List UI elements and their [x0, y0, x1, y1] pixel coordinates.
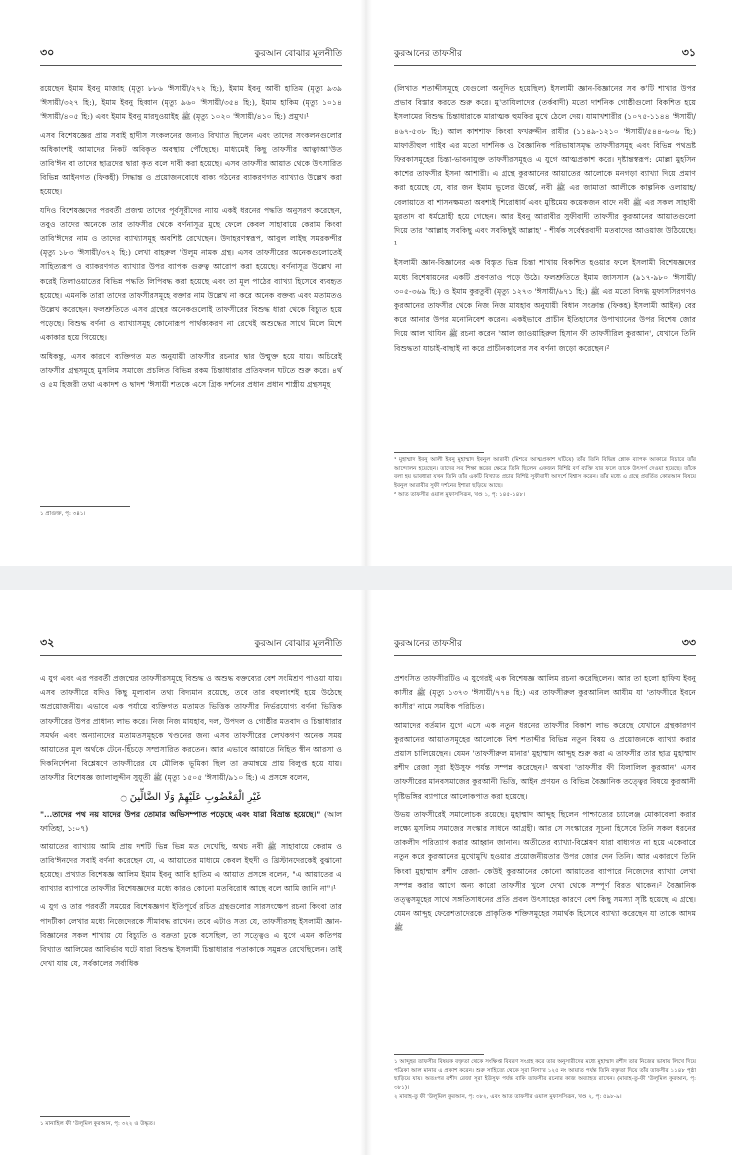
header-rule [40, 655, 342, 656]
page-header [394, 630, 696, 656]
footnote: ১ প্রাগুক্ত, পৃ: ৩৪১। [40, 511, 86, 517]
header-rule [394, 65, 696, 66]
footnote: ১ মানাহিল ফী 'উলূমিল কুরআন, পৃ: ৩২২ ও উদ্ধৃত। [40, 1121, 155, 1127]
verse-translation-text: "...তাদের পথ নয় যাদের উপর তোমার অভিসম্পাত পড়েছে এবং যারা বিভ্রান্ত হয়েছে।" [40, 809, 321, 819]
page-30 [0, 0, 366, 566]
paragraph: অধিকন্তু, এসব কারণে ব্যক্তিগত মত অনুযায়ী তাফসীর রচনার দ্বার উন্মুক্ত হয়ে যায়। অচিরেই তাফসীর গ্রন্থসমূহে মুসলিম সমাজে প্রচলিত বিভিন্ন রকম চিন্তাধারার প্রতিফলন ঘটতে শুরু করে। ৪র্থ ও ৫ম হিজরী তথা একাদশ ও দ্বাদশ 'ঈসায়ী শতকে এসে গ্রিক দর্শনের প্রধান প্রধান শাস্ত্রীয় গ্রন্থসমূহ [40, 351, 342, 390]
footnotes [40, 506, 342, 520]
page-number: ৩৩ [681, 636, 696, 649]
header-rule [40, 65, 342, 66]
page-header [40, 630, 342, 656]
arabic-verse: غَيْرِ الْمَغْضُوبِ عَلَيْهِمْ وَلَا الضَّالِّينَ ۝ [120, 791, 262, 803]
header-rule [394, 655, 696, 656]
footnote: ² আত তাফসীর ওয়াল মুফাসসিরূন, খণ্ড ১, পৃ: ১৪৫-১৪৮। [394, 492, 525, 499]
top-spread [0, 0, 732, 566]
footnote: ২ মাবাহ-তু ফী 'উলূমিল কুরআন, পৃ: ৩৮২, এবং আত তাফসীর ওয়াল মুফাসসিরূন, খণ্ড ২, পৃ: ৫৯৮-৯। [394, 1094, 622, 1101]
footnote: ১ আব্দুহর তাফসীর বিষয়ক বক্তৃতা থেকে সংক্ষিপ্ত বিবরণ সংগ্রহ করে তার অনুসারীদের মধ্যে মুহাম্মাদ রশীদ তার নিজের ভাষায় লিখে দিয়ে পত্রিকা আল মানার এ প্রকাশ করেন। শুরু সাহিত্যে থেকে সূরা নিসা'র ১২৫ নং আয়াত পর্যন্ত তিনি বক্তৃতা দিয়ে তাঁর তাফসীর ১১৪৮ পৃষ্ঠা ছাড়িয়ে যায়। অতঃপর রশীদ রেজা সূরা ইউসুফ পর্যন্ত বাকি তাফসীর রচনার কাজ অব্যাহত রাখেন। (মাবাহ-তু-ফী 'উলূমিল কুরআন, পৃ: ৩৮১)। [394, 1059, 696, 1091]
running-title: কুরআনের তাফসীর [394, 639, 462, 649]
paragraph: এ যুগ ও তার পরবর্তী সময়ের বিশেষজ্ঞগণ ইতিপূর্বে রচিত গ্রন্থগুলোর সারসংক্ষেপ রচনা কিংবা তার পাদটীকা লেখার মধ্যে নিজেদেরকে সীমাবদ্ধ রাখেন। তবে এটাও সত্য যে, তাফসীরসহ ইসলামী জ্ঞান-বিজ্ঞানের সকল শাখায় যে বিচ্যুতি ও বক্রতা ঢুকে বসেছিল, তা সত্ত্বেও এ যুগে এমন কতিপয় বিখ্যাত আলিমের আবির্ভাব ঘটে যারা বিশুদ্ধ ইসলামী চিন্তাধারার পতাকাকে সমুন্নত রেখেছিলেন। তাই দেখা যায় যে, সর্বকালের সর্বাধিক [40, 902, 342, 969]
verse-reference: (আল ফাতিহা, ১:০৭) [40, 809, 342, 833]
footnotes [394, 1054, 696, 1103]
running-title: কুরআন বোঝার মূলনীতি [254, 639, 342, 649]
paragraph: রয়েছেন ইমাম ইবনু মাজাহ (মৃত্যু ৮৮৬ 'ঈসায়ী/২৭২ হি:), ইমাম ইবনু আবী হাতিম (মৃত্যু ৯৩৯ 'ঈসায়ী/৩২৭ হি:), ইমাম ইবনু হিব্বান (মৃত্যু ৯৬০ 'ঈসায়ী/৩৫৪ হি:), ইমাম হাকিম (মৃত্যু ১০১৪ 'ঈসায়ী/৪০৫ হি:) এবং ইমাম ইবনু মারদুওয়াইহ ﷺ (মৃত্যু ১০২০ 'ঈসায়ী/৪১০ হি:) প্রমুখ।¹ [40, 84, 342, 122]
paragraph: উভয় তাফসীরেই সমালোচক রয়েছে। মুহাম্মাদ আব্দুহ ছিলেন পাশ্চাত্যের চ্যালেঞ্জ মোকাবেলা করার লক্ষ্যে মুসলিম সমাজের সংস্কার সাধনে আগ্রহী। আর সে সংস্কারের সূচনা হিসেবে তিনি সকল ধরনের তাকলীদ পরিত্যাগ করার আহ্বান জানান। অতীতের ব্যাখ্যা-বিশ্লেষণ যারা বাধ্যগত না হয়ে একেবারে নতুন করে কুরআনের মুখোমুখি হওয়ার প্রয়োজনীয়তার উপর জোর দেন তিনি। আর একারণে তিনি কিংবা মুহাম্মাদ রশীদ রেজা- কেউই কুরআনের কোনো আয়াতের ব্যাপারে নিজেদের ব্যাখ্যা লেখা সম্পন্ন করার আগে অন্য কারো তাফসীর খুলে দেখা থেকে সম্পূর্ণ বিরত থাকেন।² বৈজ্ঞানিক তত্ত্বসমূহের সাথে সঙ্গতিসাধনের প্রতি প্রবল উৎসাহের কারণে বেশ কিছু সমস্যা সৃষ্টি হয়েছে এ গ্রন্থে। যেমন আব্দুহ ফেরেশতাদেরকে প্রাকৃতিক শক্তিসমূহের সমার্থক হিসেবে ব্যাখ্যা করেছেন যা তাকে আদম ﷺ [394, 809, 696, 933]
page-number: ৩২ [40, 636, 55, 649]
footnote-rule [394, 1054, 484, 1055]
page-31 [366, 0, 732, 566]
page-32 [0, 590, 366, 1155]
paragraph: আয়াতের ব্যাখ্যায় আমি প্রায় দশটি ভিন্ন ভিন্ন মত দেখেছি, অথচ নবী ﷺ সাহাবায়ে কেরাম ও তাবি'ঈনদের সবাই বর্ণনা করেছেন যে, এ আয়াতের মাধ্যমে কেবল ইহুদী ও খ্রিস্টানদেরকেই বুঝানো হয়েছে। প্রখ্যাত বিশেষজ্ঞ আলিম ইমাম ইবনু আবি হাতিম এ আয়াত প্রসঙ্গে বলেন, "এ আয়াতের এ ব্যাখ্যার ব্যাপারে তাফসীর বিশেষজ্ঞদের মধ্যে কারও কোনো মতবিরোধ আছে বলে আমি জানি না"।¹ [40, 841, 342, 894]
footnote: ¹ মুহাম্মাদ ইবনু আলী ইবনু মুহাম্মাদ ইবনুল আরাবী (মিশরে আত্মপ্রকাশ ঘটিয়ে) তাঁর তিনি বিভিন্ন শ্লোক ব্যাপক আকারে বিচারে তাঁর আন্দোলন হয়েছেন। তাদের সব শিক্ষা স্তরের ক্ষেত্রে তিনি ছিলেন একজন বিশিষ্ট বর্ণ ব্যক্তি যার ফলে তাকে উৎসর্গ দেওয়া হয়েছে। তাঁকে বলা হয় ভাবধারা যখন তিনি তাঁর একটি বিখ্যাত প্রচার বিশিষ্ট সুফীবাদী আদর্শে বিশ্বাস করেন। তাঁর মধ্যে এ গ্রন্থে প্রবর্তিত কোরআন বিষয়ে ইবনুল আরাবীর সুফী দর্শনের ইশারা ছড়িয়ে আছে। [394, 457, 696, 489]
footnotes [40, 1116, 342, 1130]
verse-translation [40, 808, 342, 836]
page-header [40, 40, 342, 66]
running-title: কুরআনের তাফসীর [394, 49, 462, 59]
bottom-spread [0, 590, 732, 1155]
paragraph: (লিখাত শতাব্দীসমূহে যেগুলো অনূদিত হয়েছিল) ইসলামী জ্ঞান-বিজ্ঞানের সব ক'টি শাখার উপর প্রভাব বিস্তার করতে শুরু করে। মু'তাযিলাদের (তর্কবাদী) মতো দার্শনিক গোষ্ঠীগুলো বিকশিত হয়ে ইসলামের বিশুদ্ধ চিন্তাধারাকে মারাত্মক হুমকির মুখে ঠেলে দেয়। যামাখশারীর (১০৭৫-১১৪৪ 'ঈসায়ী/৪৬৭-৫৩৮ হি:) আল কাশশাফ কিংবা ফখরুদ্দীন রাযীর (১১৪৯-১২১০ 'ঈসায়ী/৫৪৪-৬০৬ হি:) মাফাতীহুল গাইব এর মতো দার্শনিক ও বৈজ্ঞানিক পরিভাষাসমৃদ্ধ তাফসীরসমূহ এবং বিভিন্ন পথভ্রষ্ট ফিরকাসমূহের চিন্তা-ভাবনাযুক্ত তাফসীরসমূহও এ যুগে আত্মপ্রকাশ করে। দৃষ্টান্তস্বরূপ: মোল্লা মুহসিন কাশের তাফসীর ইসনা আশারী। এ গ্রন্থে কুরআনের আয়াতের আলোকে মনগড়া ব্যাখ্যা দিয়ে প্রমাণ করা হয়েছে যে, বার জন ইমাম ভুলের ঊর্ধ্বে, নবী ﷺ এর জামাতা আলীকে কাল্পনিক ওলায়াহ/বেলায়াতে বা শাসনক্ষমতা অবশ্যই শিরোধার্য এবং মুষ্টিমেয় কয়েকজন বাদে নবী ﷺ এর সকল সাহাবী মুরতাদ বা ধর্মদ্রোহী হয়ে গেছেন। আর ইবনু আরাবীর সুফীবাদী তাফসীর কুরআনের আয়াতগুলো দিয়ে তার 'আল্লাহ সবকিছু এবং সবকিছুই আল্লাহ' - শীর্ষক সর্বেশ্বরবাদী মতবাদের আওয়াজ উঠিয়েছে।¹ [394, 84, 696, 250]
page-header [394, 40, 696, 66]
page-number: ৩১ [681, 46, 696, 59]
running-title: কুরআন বোঝার মূলনীতি [254, 49, 342, 59]
footnote-rule [40, 506, 130, 507]
paragraph: এসব বিশেষজ্ঞের প্রায় সবাই হাদীস সংকলনের জন্যও বিখ্যাত ছিলেন এবং তাদের সংকলনগুলোর অধিকাংশই আমাদের নিকট অবিকৃত অবস্থায় পৌঁছেছে। মাধ্যমেই কিছু তাফসীর আত্বাআ'উত তাবি'ঈন বা তাদের ছাত্রদের দ্বারা কৃত বলে দাবী করা হয়েছে। এসব তাফসীর আয়াত থেকে উৎসারিত বিভিন্ন আইনগত (ফিকহী) সিদ্ধান্ত ও প্রয়োজনবোধে বাক্য গঠনের ব্যাকরণগত ব্যাখ্যাও উল্লেখ করা হয়েছে। [40, 130, 342, 197]
paragraph: প্রশংসিত তাফসীরটিও এ যুগেরই এক বিশেষজ্ঞ আলিম রচনা করেছিলেন। আর তা হলো হাফিয ইবনু কাসীর ﷺ (মৃত্যু ১৩৭৩ 'ঈসায়ী/৭৭৪ হি:) এর তাফসীরুল কুরআনিল আযীম যা 'তাফসীরে ইবনে কাসীর' নামে সমধিক পরিচিত। [394, 674, 696, 712]
page-number: ৩০ [40, 46, 55, 59]
page-33 [366, 590, 732, 1155]
paragraph: আমাদের বর্তমান যুগে এসে এক নতুন ধরনের তাফসীর বিকাশ লাভ করেছে যেখানে গ্রন্থকারগণ কুরআনের আয়াতসমূহের আলোকে বিশ শতাব্দীর বিভিন্ন নতুন বিষয় ও প্রয়োজনকে ব্যাখ্যা করার প্রয়াস চালিয়েছেন। যেমন 'তাফসীরুল মানার' মুহাম্মাদ আব্দুহ শুরু করা এ তাফসীর তার ছাত্র মুহাম্মাদ রশীদ রেজা সূরা ইউসুফ পর্যন্ত সম্পন্ন করেছেন।¹ অথবা 'তাফসীর ফী যিলালিল কুরআন' এসব তাফসীরের মানবসমাজের কুরআনী ভিত্তি, আইন প্রণয়ন ও বিভিন্ন বৈজ্ঞানিক তত্ত্বের বিষয়ে কুরআনী দৃষ্টিভঙ্গির ব্যাপারে আলোকপাত করা হয়েছে। [394, 720, 696, 801]
paragraph: এ যুগ এবং এর পরবর্তী প্রজন্মের তাফসীরসমূহে বিশুদ্ধ ও অশুদ্ধ বক্তব্যের বেশ সংমিশ্রণ পাওয়া যায়। এসব তাফসীরে যদিও কিছু মূল্যবান তথ্য বিদ্যমান রয়েছে, তবে তার বহুলাংশই হয়ে উঠেছে অপ্রয়োজনীয়। এভাবে এক পর্যায়ে ব্যক্তিগত মতামত ভিত্তিক তাফসীর নির্ভরযোগ্য বর্ণনা ভিত্তিক তাফসীরের উপর প্রাধান্য লাভ করে। নিজ নিজ মাযহাব, দল, উপদল ও গোষ্ঠীর মতবাদ ও চিন্তাধারার সমর্থন এবং অন্যান্যদের মতামতসমূহকে খণ্ডনের জন্য এসব তাফসীরের লেখকগণ অনেক সময় আয়াতের মূল অর্থকে টেনে-হিঁচড়ে সম্প্রসারিত করতেন। আর এভাবে আয়াতে নিহিত স্বীন আরসা ও দিকনির্দেশনা বিশ্লেষণে তাফসীরের যে মৌলিক ভূমিকা ছিল তা ক্রমান্বয়ে প্রায় বিলুপ্ত হয়ে যায়। তাফসীর বিশেষজ্ঞ জালালুদ্দীন সুয়ূতী ﷺ (মৃত্যু ১৫০৫ 'ঈসায়ী/৯১০ হি:) এ প্রসঙ্গে বলেন, [40, 674, 342, 783]
paragraph: যদিও বিশেষজ্ঞদের পরবর্তী প্রজন্ম তাদের পূর্বসূরীদের ন্যায় একই ধরনের পদ্ধতি অনুসরণ করেছেন, তবুও তাদের অনেকে তার তাফসীর থেকে বর্ণনাসূত্র মুছে ফেলে কেবল সাহাবায়ে কেরাম কিংবা তাবি'ঈদের নাম ও তাদের ব্যাখ্যাসমূহ অবশিষ্ট রেখেছেন। উদাহরণস্বরূপ, আবুল লাইছ সমরকন্দীর (মৃত্যু ১৮৩ 'ঈসায়ী/৩৭২ হি:) লেখা বাহরুল 'উলূম নামক গ্রন্থ। এসব তাফসীরের অনেকগুলোতেই সাহিত্যরূপ ও ব্যাকরণগত ব্যাখ্যার উপর ব্যাপক গুরুত্ব আরোপ করা হয়েছে। বর্ণনাসূত্র উল্লেখ না করেই তিলাওয়াতের বিভিন্ন পদ্ধতি লিপিবদ্ধ করা হয়েছে এবং তা মূল পাঠের ব্যাখ্যা হিসেবে ব্যবহৃত হয়েছে। এমনকি তারা তাদের তাফসীরসমূহে বক্তার নাম উল্লেখ না করে অনেক বক্তব্য এবং মতামতও উল্লেখ করেছেন। ফলশ্রুতিতে এসব গ্রন্থের অনেকগুলোই তাফসীরের বিশুদ্ধ ধারা থেকে বিচ্যুত হয়ে পড়েছে। বিশুদ্ধ বর্ণনা ও ব্যাখ্যাসমূহ কোনোরূপ পার্থক্যকরণ না রেখেই অশুদ্ধের সাথে মিলে মিশে একাকার হয়ে গিয়েছে। [40, 205, 342, 343]
footnote-rule [40, 1116, 130, 1117]
paragraph: ইসলামী জ্ঞান-বিজ্ঞানের এক বিস্তৃত ভিন্ন চিন্তা শাখায় বিকশিত হওয়ার ফলে ইসলামী বিশেষজ্ঞদের মধ্যে বিশেষায়নের একটি প্রবণতাও পড়ে উঠে। ফলশ্রুতিতে ইমাম জাসসাস (৯১৭-৯৮০ 'ঈসায়ী/৩০৫-৩৬৯ হি:) ও ইমাম কুরতুবী (মৃত্যু ১২৭৩ 'ঈসায়ী/৬৭১ হি:) ﷺ এর মতো বিদগ্ধ মুফাসসিরগণও কুরআনের তাফসীর থেকে নিজ নিজ মাযহাব অনুযায়ী বিধান সংক্রান্ত (ফিকহ) ইসলামী আইন) বের করে আনার উপর মনোনিবেশ করেন। একইভাবে প্রাচীন ইতিহাসের উপাখ্যানের উপর বিশেষ জোর দিয়ে আল খাযিন ﷺ রচনা করেন 'আল জাওয়াহিরুল হিসান ফী তাফসীরিল কুরআন', যেখানে তিনি বিশুদ্ধতা যাচাই-বাছাই না করে প্রাচীনকালের সব বর্ণনা জড়ো করেছেন।² [394, 258, 696, 353]
footnotes [394, 452, 696, 501]
footnote-rule [394, 452, 484, 453]
